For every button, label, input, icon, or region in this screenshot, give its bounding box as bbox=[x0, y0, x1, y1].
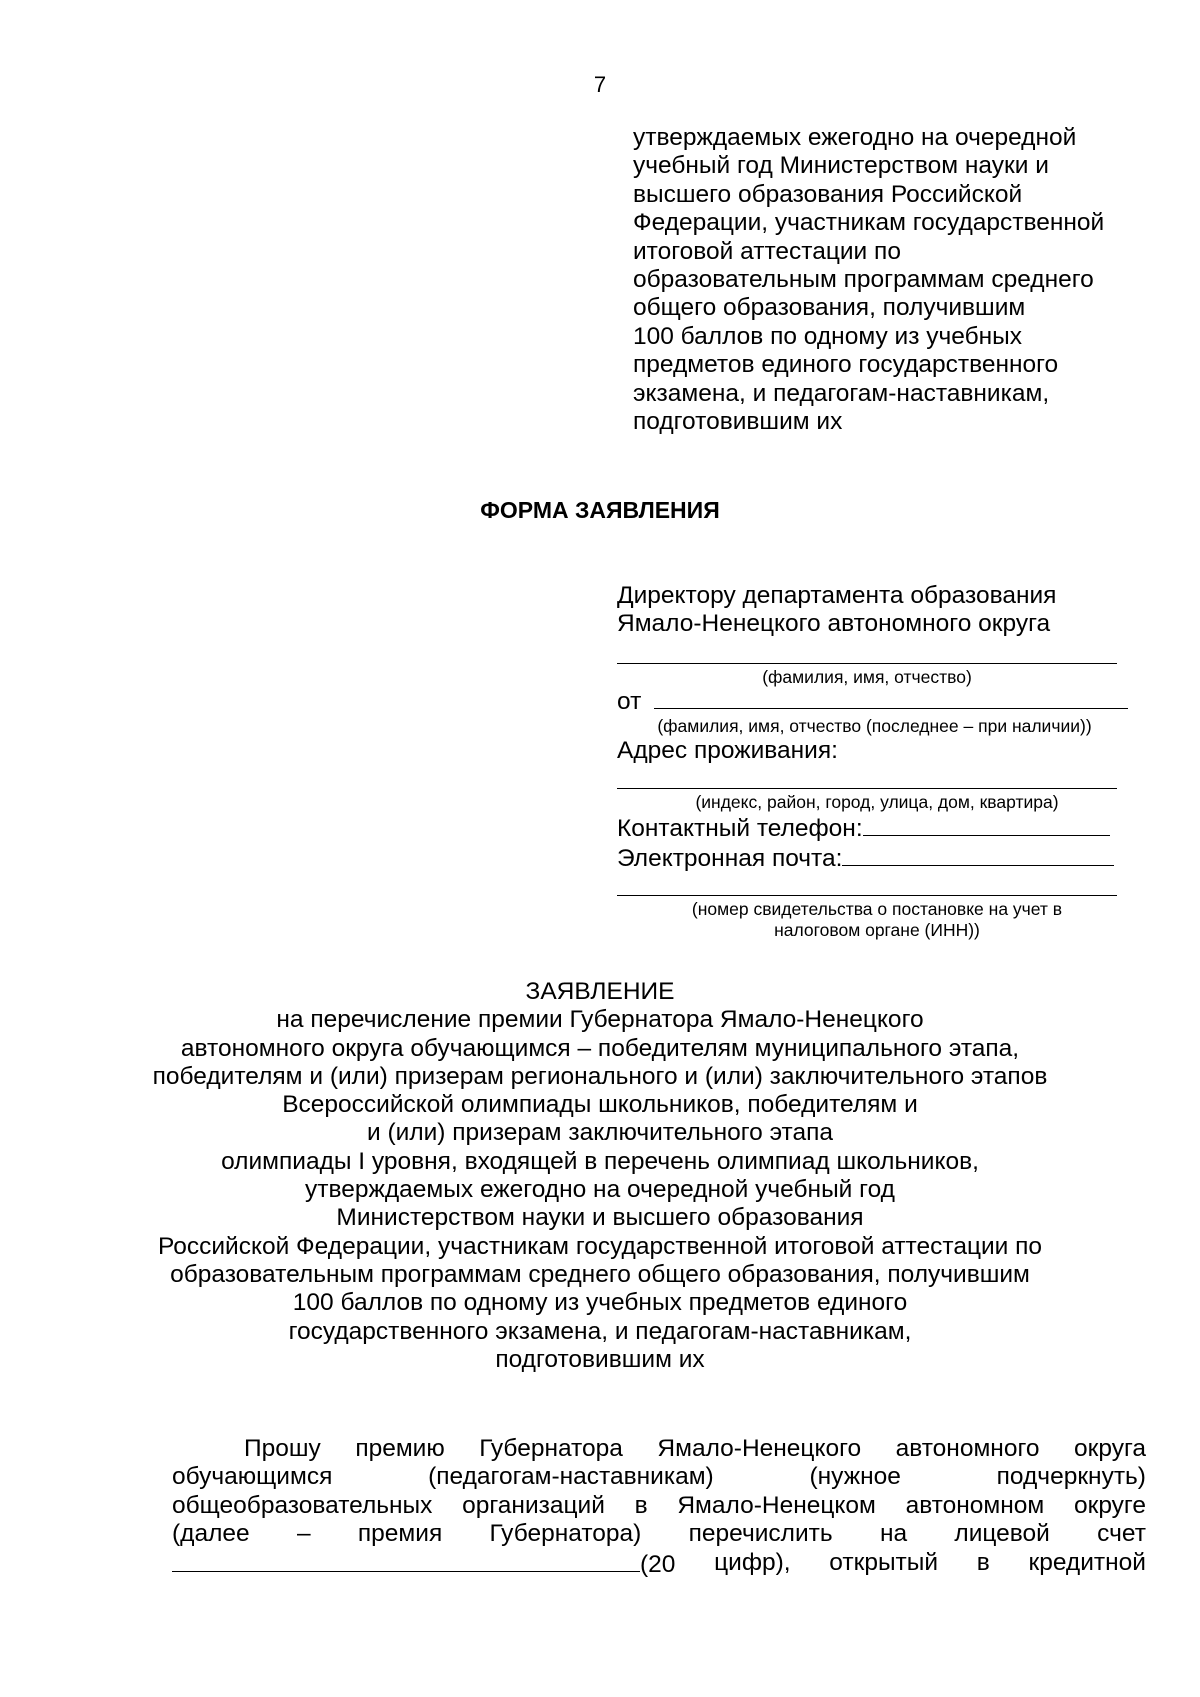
annex-line: образовательным программам среднего bbox=[633, 266, 1094, 294]
account-row bbox=[172, 1549, 675, 1579]
email-blank[interactable] bbox=[842, 843, 1114, 866]
body-word: округе bbox=[1073, 1491, 1146, 1519]
statement-heading: ЗАЯВЛЕНИЕ bbox=[525, 978, 675, 1005]
body-word: (педагогам-наставникам) bbox=[428, 1463, 714, 1491]
body-word: обучающимся bbox=[172, 1463, 333, 1491]
body-line bbox=[172, 1435, 1146, 1463]
residence-caption: (индекс, район, город, улица, дом, квартира) bbox=[695, 791, 1059, 812]
body-word: подчеркнуть) bbox=[996, 1463, 1146, 1491]
body-word: округа bbox=[1074, 1435, 1146, 1462]
annex-line: высшего образования Российской bbox=[633, 180, 1023, 208]
annex-line: 100 баллов по одному из учебных bbox=[633, 322, 1023, 350]
statement-line: государственного экзамена, и педагогам-наставникам, bbox=[288, 1317, 912, 1345]
from-name-caption: (фамилия, имя, отчество (последнее – при наличии)) bbox=[657, 716, 1092, 737]
page-number: 7 bbox=[593, 72, 607, 97]
body-word: (далее bbox=[172, 1520, 250, 1548]
email-row bbox=[617, 843, 1137, 873]
body-word: Ямало-Ненецкого bbox=[657, 1435, 862, 1462]
phone-row bbox=[617, 813, 1137, 843]
annex-line: подготовившим их bbox=[633, 408, 843, 436]
body-word: Прошу bbox=[244, 1435, 321, 1462]
director-name-blank[interactable] bbox=[617, 663, 1117, 664]
annex-line: экзамена, и педагогам-наставникам, bbox=[633, 379, 1050, 407]
inn-blank[interactable] bbox=[617, 895, 1117, 896]
from-name-blank[interactable] bbox=[654, 686, 1128, 709]
phone-label: Контактный телефон: bbox=[617, 814, 863, 842]
body-word: Губернатора) bbox=[489, 1520, 642, 1548]
statement-line: утверждаемых ежегодно на очередной учебный год bbox=[305, 1176, 895, 1204]
statement-line: олимпиады I уровня, входящей в перечень олимпиад школьников, bbox=[221, 1147, 979, 1175]
annex-line: учебный год Министерством науки и bbox=[633, 152, 1049, 180]
statement-line: Министерством науки и высшего образования bbox=[336, 1204, 864, 1232]
body-word: лицевой bbox=[954, 1520, 1050, 1548]
body-word: цифр), bbox=[714, 1548, 791, 1576]
body-word: счет bbox=[1097, 1520, 1146, 1548]
statement-line: Российской Федерации, участникам государственной итоговой аттестации по bbox=[157, 1232, 1043, 1260]
statement-line: подготовившим их bbox=[495, 1345, 705, 1373]
statement-line: автономного округа обучающимся – победителям муниципального этапа, bbox=[180, 1034, 1020, 1062]
annex-line: общего образования, получившим bbox=[633, 294, 1026, 322]
director-name-caption: (фамилия, имя, отчество) bbox=[762, 666, 972, 687]
annex-line: итоговой аттестации по bbox=[633, 237, 901, 265]
form-title: ФОРМА ЗАЯВЛЕНИЯ bbox=[480, 497, 720, 523]
statement-line: и (или) призерам заключительного этапа bbox=[366, 1119, 833, 1147]
body-word: общеобразовательных bbox=[172, 1491, 433, 1519]
statement-line: 100 баллов по одному из учебных предметов единого bbox=[292, 1289, 908, 1317]
body-word: открытый bbox=[829, 1548, 939, 1576]
body-word: на bbox=[879, 1520, 908, 1548]
body-word: автономном bbox=[905, 1491, 1045, 1519]
annex-line: Федерации, участникам государственной bbox=[633, 209, 1105, 237]
inn-caption: (номер свидетельства о постановке на учет в bbox=[691, 899, 1063, 920]
body-word: – bbox=[296, 1520, 311, 1548]
email-label: Электронная почта: bbox=[617, 845, 843, 873]
request-body bbox=[172, 1435, 1146, 1579]
from-label: от bbox=[617, 687, 642, 715]
body-word: кредитной bbox=[1028, 1548, 1146, 1576]
statement-line: победителям и (или) призерам регионального и (или) заключительного этапов bbox=[152, 1062, 1048, 1090]
addressee-line: Ямало-Ненецкого автономного округа bbox=[617, 610, 1051, 638]
body-word: премию bbox=[355, 1435, 445, 1462]
residence-blank[interactable] bbox=[617, 788, 1117, 789]
statement-line: образовательным программам среднего общего образования, получившим bbox=[170, 1260, 1030, 1288]
body-line bbox=[172, 1520, 1146, 1548]
account-number-blank[interactable] bbox=[172, 1549, 640, 1572]
residence-label: Адрес проживания: bbox=[617, 737, 838, 765]
inn-caption: налоговом органе (ИНН)) bbox=[774, 920, 980, 941]
annex-line: предметов единого государственного bbox=[633, 351, 1059, 379]
body-word: (20 bbox=[640, 1550, 676, 1578]
statement-line: Всероссийской олимпиады школьников, победителям и bbox=[282, 1091, 918, 1119]
body-line bbox=[172, 1492, 1146, 1520]
body-word: Ямало-Ненецком bbox=[677, 1491, 876, 1519]
statement-title-block bbox=[0, 978, 1200, 1374]
body-word: автономного bbox=[895, 1435, 1040, 1462]
body-word: в bbox=[634, 1491, 648, 1519]
statement-line: на перечисление премии Губернатора Ямало-Ненецкого bbox=[276, 1006, 924, 1034]
body-word: в bbox=[976, 1548, 990, 1576]
body-line bbox=[172, 1549, 1146, 1579]
body-word: (нужное bbox=[809, 1463, 901, 1491]
from-row bbox=[617, 686, 1137, 716]
body-word: перечислить bbox=[688, 1520, 833, 1548]
body-word: Губернатора bbox=[479, 1435, 623, 1462]
annex-reference bbox=[633, 124, 1153, 436]
addressee-line: Директору департамента образования bbox=[617, 582, 1057, 609]
phone-blank[interactable] bbox=[863, 813, 1110, 836]
addressee-block bbox=[617, 582, 1137, 941]
body-word: организаций bbox=[462, 1491, 605, 1519]
body-line bbox=[172, 1463, 1146, 1491]
body-word: премия bbox=[357, 1520, 443, 1548]
annex-line: утверждаемых ежегодно на очередной bbox=[633, 124, 1077, 151]
